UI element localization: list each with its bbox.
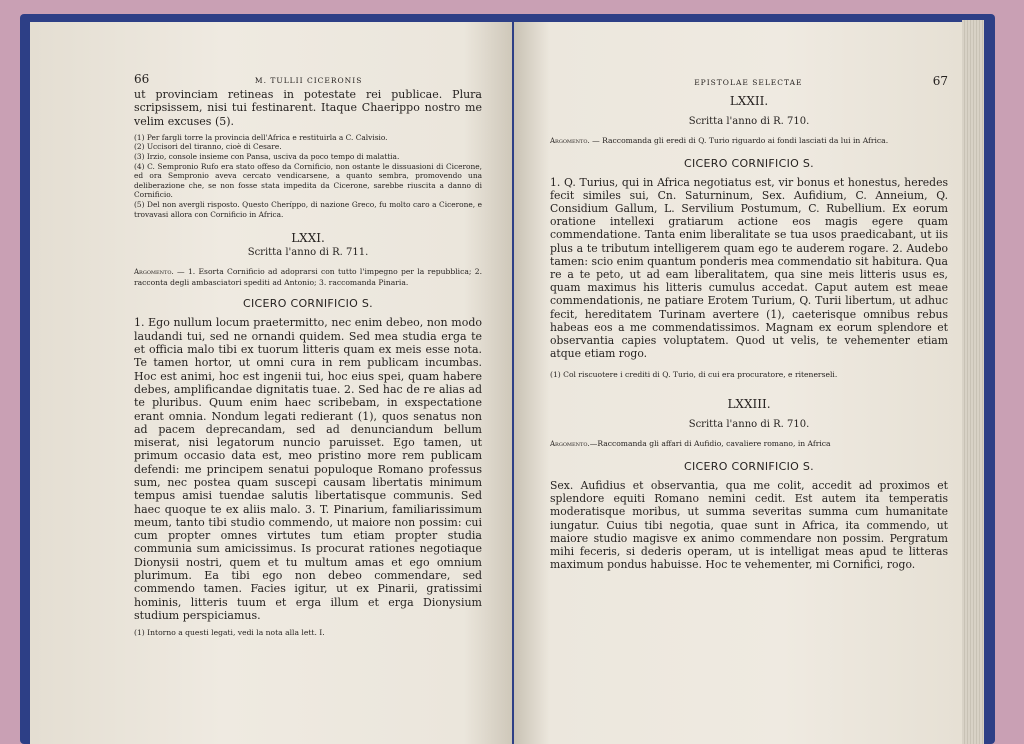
argument-label: Argomento. [134, 268, 174, 277]
letter-text: Sex. Aufidius et observantia, qua me colit, accedit ad proximos et splendore equiti Romano nemini cedit. Est autem ita temperatis moderatisque moribus, ut summa severitas summa cum humanitate iungatur. Cuius tibi negotia, quae sunt in Africa, ita commendo, ut maiore studio magisve ex animo commendare non possim. Pergratum mihi feceris, si dederis operam, ut is intelligat meas apud te litteras maximum pondus habuisse. Hoc te vehementer, mi Cornifici, rogo. [550, 479, 948, 572]
note: (4) C. Sempronio Rufo era stato offeso da Cornificio, non ostante le dissuasioni di Cicerone, ed ora Sempronio aveva cercato vendicarsene, a quanto sembra, promovendo una deliberazione che, se non fosse stata impedita da Cicerone, sarebbe riuscita a danno di Cornificio. [134, 161, 482, 200]
letter-date: Scritta l'anno di R. 711. [247, 247, 369, 259]
note: (3) Irzio, console insieme con Pansa, uscivа da poco tempo di malattia. [134, 152, 400, 162]
left-page-number: 66 [134, 72, 150, 86]
right-running-head [550, 74, 948, 88]
letter-date: Scritta l'anno di R. 710. [688, 419, 810, 431]
page-edges [962, 20, 984, 744]
argument [550, 136, 948, 147]
letter-text: 1. Q. Turius, qui in Africa negotiatus est, vir bonus et honestus, heredes fecit similes sui, Cn. Saturninum, Sex. Aufidium, C. Anneium, Q. Considium Gallum, L. Servilium Postumum, C. Rubellium. Ex eorum oratione intellexi gratiarum actione eos magis egere quam commendatione. Tanta enim liberalitate se tua usos praedicabant, ut iis plus a te tributum intelligerem quam ego te auderem rogare. 2. Audebo tamen: scio enim quantum ponderis mea commendatio sit habitura. Qua re a te peto, ut ad eam liberalitatem, qua sine meis litteris usus es, quam maximus his litteris cumulus accedat. Caput autem est meae commendationis, ne patiare Erotem Turium, Q. Turii libertum, ut adhuc fecit, hereditatem Turinam avertere (1), caeterisque omnibus rebus habeas eos a me commendatissimos. Magnam ex eorum splendore et observantia capies voluptatem. Quod ut velis, te vehementer etiam atque etiam rogo. [550, 175, 948, 361]
right-page [514, 22, 962, 744]
left-running-title: M. TULLII CICERONIS [254, 76, 363, 85]
note: (1) Per fargli torre la provincia dell'Africa e restituirla a C. Calvisio. [134, 132, 388, 142]
letter-address: CICERO CORNIFICIO S. [243, 297, 373, 311]
letter-number: LXXII. [729, 94, 769, 108]
footnote: (1) Col riscuotere i crediti di Q. Turio, di cui era procuratore, e ritenerseli. [550, 370, 838, 380]
argument-text: —Raccomanda gli affari di Aufidio, cavaliere romano, in Africa [589, 439, 831, 449]
argument-label: Argomento. [550, 440, 590, 449]
letter-address: CICERO CORNIFICIO S. [684, 156, 814, 170]
argument-text: — Raccomanda gli eredi di Q. Turio riguardo ai fondi lasciati da lui in Africa. [589, 136, 889, 145]
argument [550, 439, 948, 450]
left-running-head [134, 72, 482, 86]
right-page-number: 67 [932, 74, 948, 88]
letter-address: CICERO CORNIFICIO S. [684, 460, 814, 474]
letter-number: LXXIII. [727, 397, 771, 412]
right-running-title: EPISTOLAE SELECTAE [694, 78, 803, 87]
letter-number: LXXI. [291, 231, 325, 246]
argument-text: — 1. Esorta Cornificio ad adoprarsi con tutto l'impegno per la repubblica; 2. racconta degli ambasciatori spediti ad Antonio; 3. raccomanda Pinaria. [134, 267, 482, 287]
note: (5) Del non avergli risposto. Questo Cheríppo, di nazione Greco, fu molto caro a Cicerone, e trovavasi allora con Cornificio in Africa. [134, 200, 482, 219]
opening-text: ut provinciam retineas in potestate rei publicae. Plura scripsissem, nisi tui festinarent. Itaque Chaerippo nostro me velim excuses (5). [134, 88, 482, 128]
left-page [30, 22, 512, 744]
argument-label: Argomento. [550, 137, 590, 145]
letter-date: Scritta l'anno di R. 710. [688, 116, 810, 127]
notes [134, 133, 482, 219]
note: (2) Uccisori del tiranno, cioè di Cesare. [134, 142, 282, 152]
footnote: (1) Intorno a questi legati, vedi la nota alla lett. I. [134, 628, 325, 638]
letter-text: 1. Ego nullum locum praetermitto, nec enim debeo, non modo laudandi tui, sed ne ornandi quidem. Sed mea studia erga te et officia malo tibi ex tuorum litteris quam ex meis esse nota. Te tamen hortor, ut omni cura in rem publicam incumbas. Hoc est animi, hoc est ingenii tui, hoc eius spei, quam habere debes, amplificandae dignitatis tuae. 2. Sed hac de re alias ad te pluribus. Quum enim haec scribebam, in exspectatione erant omnia. Nondum legati redierant (1), quos senatus non ad pacem deprecandam, sed ad denunciandum bellum miserat, nisi legatorum nuncio paruisset. Ego tamen, ut primum occasio data est, meo pristino more rem publicam defendi: me principem senatui populoque Romano professus sum, nec postea quam suscepi causam libertatis minimum tempus amisi tuendae salutis libertatisque communis. Sed haec quoque te ex aliis malo. 3. T. Pinarium, familiarissimum meum, tanto tibi studio commendo, ut maiore non possim: cui cum propter omnes virtutes tum etiam propter studia communia sum amicissimus. Is procurat rationes negotiaque Dionysii nostri, quem et tu multum amas et ego omnium plurimum. Ea tibi ego non debeo commendare, sed commendo tamen. Facies igitur, ut ex Pinarii, gratissimi hominis, litteris tuum et erga illum et erga Dionysium studium perspiciamus. [134, 316, 482, 622]
argument [134, 267, 482, 287]
